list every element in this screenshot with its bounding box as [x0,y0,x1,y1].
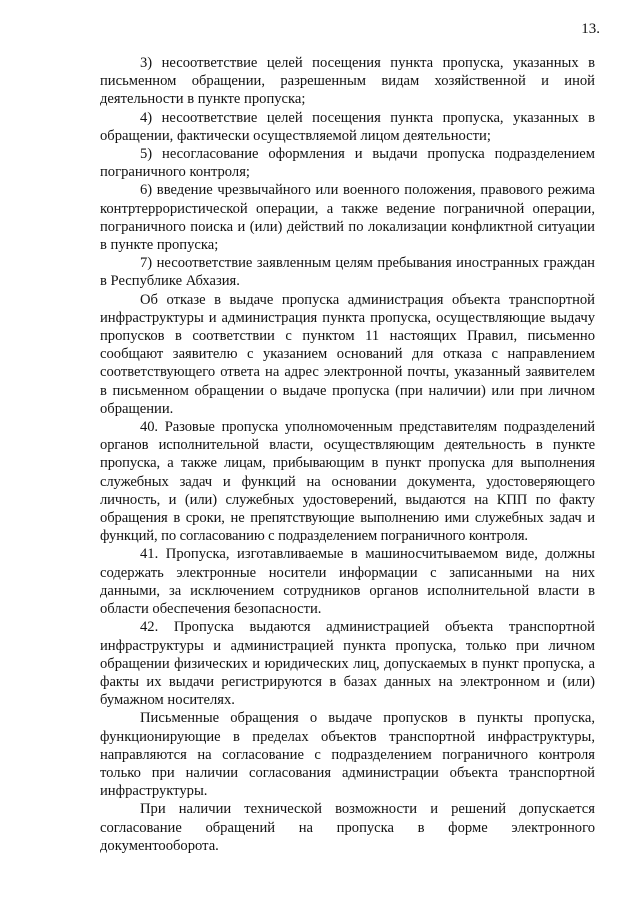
clause-42: 42. Пропуска выдаются администрацией объекта транспортной инфраструктуры и администрацией пункта пропуска, только при личном обращении физических и юридических лиц, допускаемых в пункт пропуска, а факты их выдачи регистрируются в базах данных на электронном и (или) бумажном носителях. [100,619,595,709]
list-item-6: 6) введение чрезвычайного или военного положения, правового режима контртеррористической операции, а также ведение пограничной операции, пограничного поиска и (или) действий по локализации конфликтной ситуации в пункте пропуска; [100,182,595,254]
refusal-notice-paragraph: Об отказе в выдаче пропуска администрация объекта транспортной инфраструктуры и администрация пункта пропуска, осуществляющие выдачу пропусков в соответствии с пунктом 11 настоящих Правил, письменно сообщают заявителю с указанием оснований для отказа с направлением соответствующего ответа на адрес электронной почты, указанный заявителем в письменном обращении о выдаче пропуска (при наличии) или при личном обращении. [100,291,595,417]
written-requests-paragraph: Письменные обращения о выдаче пропусков в пункты пропуска, функционирующие в пределах объектов транспортной инфраструктуры, направляются на согласование с подразделением пограничного контроля только при наличии согласования администрации объекта транспортной инфраструктуры. [100,710,595,800]
clause-40: 40. Разовые пропуска уполномоченным представителям подразделений органов исполнительной власти, осуществляющим деятельность в пункте пропуска, а также лицам, прибывающим в пункт пропуска для выполнения служебных задач и функций на основании документа, удостоверяющего личность, и (или) служебных удостоверений, выдаются на КПП по факту обращения в сроки, не препятствующие выполнению ими служебных задач и функций, по согласованию с подразделением пограничного контроля. [100,419,595,545]
list-item-5: 5) несогласование оформления и выдачи пропуска подразделением пограничного контроля; [100,146,595,181]
clause-41: 41. Пропуска, изготавливаемые в машиносчитываемом виде, должны содержать электронные носители информации с записанными на них данными, за исключением сотрудников органов исполнительной власти в области обеспечения безопасности. [100,546,595,618]
page-number: 13. [581,21,600,37]
list-item-4: 4) несоответствие целей посещения пункта пропуска, указанных в обращении, фактически осуществляемой лицом деятельности; [100,109,595,144]
document-body [100,54,595,855]
list-item-7: 7) несоответствие заявленным целям пребывания иностранных граждан в Республике Абхазия. [100,255,595,290]
list-item-3: 3) несоответствие целей посещения пункта пропуска, указанных в письменном обращении, разрешенным видам хозяйственной и иной деятельности в пункте пропуска; [100,55,595,108]
electronic-approval-paragraph: При наличии технической возможности и решений допускается согласование обращений на пропуска в форме электронного документооборота. [100,801,595,854]
